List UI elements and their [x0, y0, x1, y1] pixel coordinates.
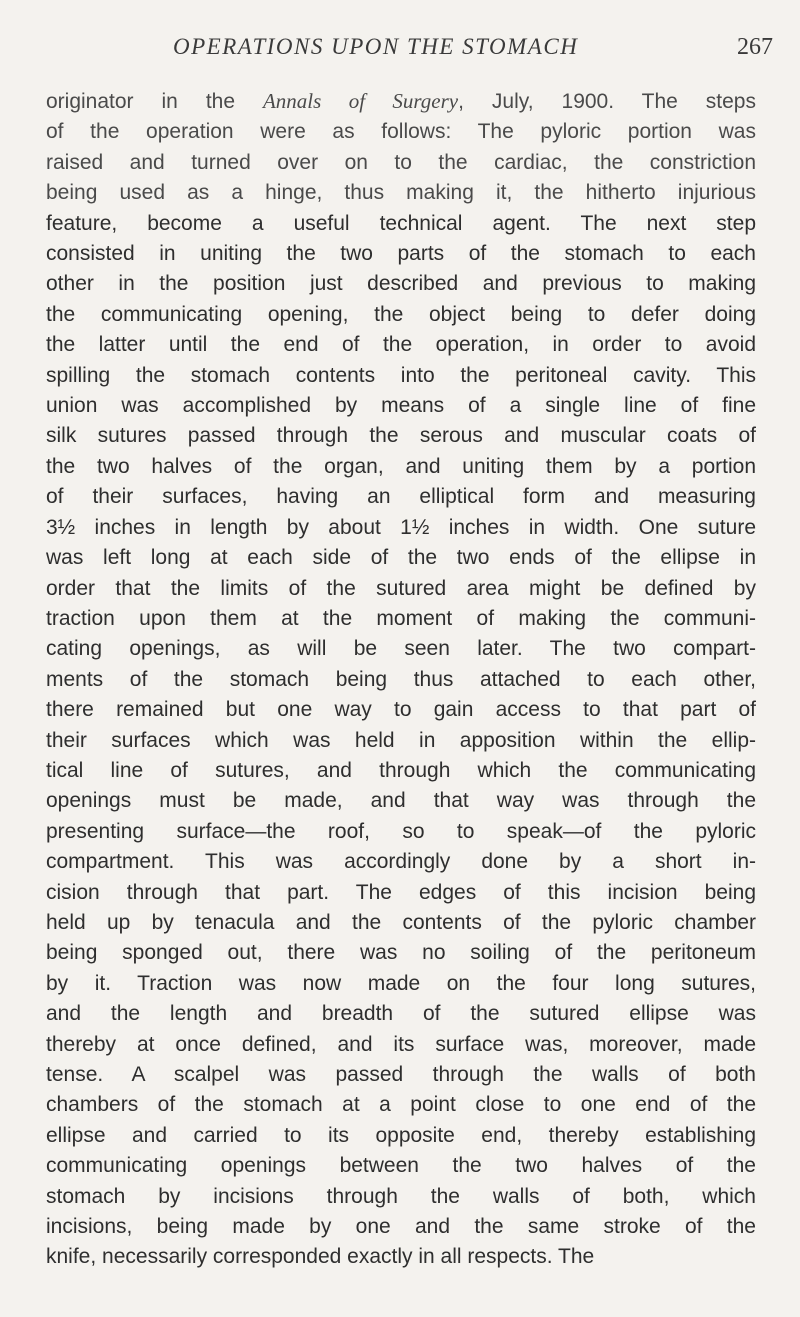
text-line: the latter until the end of the operation, in order to avoid: [46, 333, 756, 357]
text-line: spilling the stomach contents into the peritoneal cavity. This: [46, 363, 756, 387]
text-line: ellipse and carried to its opposite end, thereby establishing: [46, 1123, 756, 1147]
text-line: ments of the stomach being thus attached to each other,: [46, 667, 756, 691]
text-line: incisions, being made by one and the same stroke of the: [46, 1215, 756, 1239]
text-line: 3½ inches in length by about 1½ inches in width. One suture: [46, 515, 756, 539]
text-line: feature, become a useful technical agent. The next step: [46, 211, 756, 235]
text-line: of the operation were as follows: The pyloric portion was: [46, 120, 756, 144]
text-line: being sponged out, there was no soiling of the peritoneum: [46, 941, 756, 965]
text-line: held up by tenacula and the contents of the pyloric chamber: [46, 910, 756, 934]
text-line: the two halves of the organ, and uniting them by a portion: [46, 454, 756, 478]
text-line: cision through that part. The edges of this incision being: [46, 880, 756, 904]
text-line: compartment. This was accordingly done by a short in-: [46, 850, 756, 874]
text-line: their surfaces which was held in apposition within the ellip-: [46, 728, 756, 752]
text-line: openings must be made, and that way was through the: [46, 789, 756, 813]
text-line: raised and turned over on to the cardiac, the constriction: [46, 150, 756, 174]
running-title: OPERATIONS UPON THE STOMACH: [173, 34, 579, 59]
text-line: knife, necessarily corresponded exactly in all respects. The: [46, 1245, 595, 1269]
text-line: consisted in uniting the two parts of the stomach to each: [46, 242, 756, 266]
text-line: by it. Traction was now made on the four long sutures,: [46, 971, 756, 995]
text-line: presenting surface—the roof, so to speak—of the pyloric: [46, 819, 756, 843]
running-head: [0, 20, 800, 64]
text-line: silk sutures passed through the serous and muscular coats of: [46, 424, 756, 448]
text-line: the communicating opening, the object being to defer doing: [46, 302, 756, 326]
text-line: other in the position just described and previous to making: [46, 272, 756, 296]
text-line: there remained but one way to gain access to that part of: [46, 698, 756, 722]
text-line: chambers of the stomach at a point close to one end of the: [46, 1093, 756, 1117]
text-line: and the length and breadth of the sutured ellipse was: [46, 1002, 756, 1026]
text-line: originator in the Annals of Surgery, July, 1900. The steps: [46, 89, 756, 113]
text-line: order that the limits of the sutured area might be defined by: [46, 576, 756, 600]
text-line: cating openings, as will be seen later. The two compart-: [46, 637, 756, 661]
body-text: [46, 86, 756, 1273]
text-line: tense. A scalpel was passed through the walls of both: [46, 1063, 756, 1086]
text-line: stomach by incisions through the walls of both, which: [46, 1184, 756, 1208]
text-line: traction upon them at the moment of making the communi-: [46, 606, 756, 630]
text-line: union was accomplished by means of a single line of fine: [46, 394, 756, 418]
text-line: being used as a hinge, thus making it, the hitherto injurious: [46, 181, 756, 205]
text-line: communicating openings between the two halves of the: [46, 1154, 756, 1178]
text-line: thereby at once defined, and its surface was, moreover, made: [46, 1032, 756, 1056]
text-line: was left long at each side of the two ends of the ellipse in: [46, 546, 756, 570]
page-number: 267: [737, 34, 773, 60]
text-line: tical line of sutures, and through which the communicating: [46, 758, 756, 782]
text-line: of their surfaces, having an elliptical form and measuring: [46, 485, 756, 509]
